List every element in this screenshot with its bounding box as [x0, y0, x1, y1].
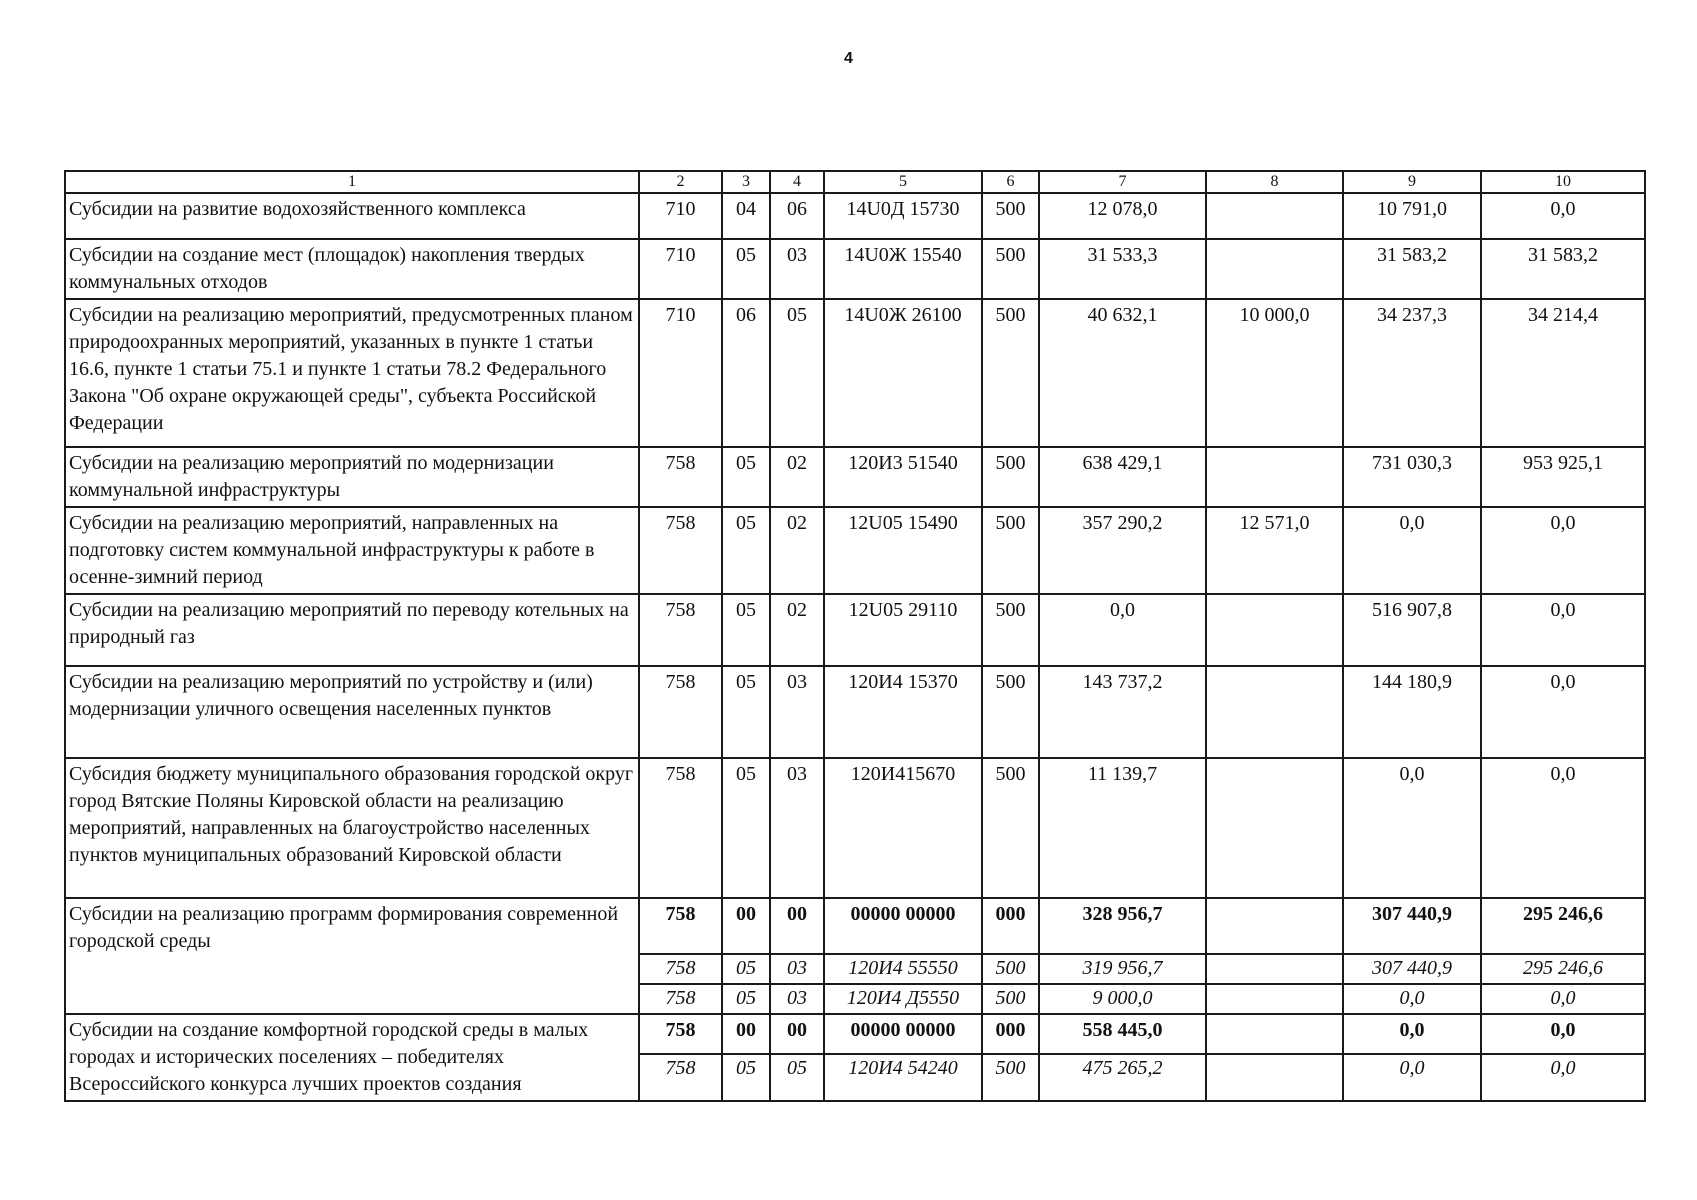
- cell-c8: [1206, 984, 1343, 1014]
- cell-c6: 500: [982, 193, 1039, 239]
- cell-c6: 500: [982, 594, 1039, 666]
- cell-c10: 295 246,6: [1481, 954, 1645, 984]
- cell-c10: 0,0: [1481, 666, 1645, 758]
- subsidy-name: Субсидии на реализацию мероприятий по устройству и (или) модернизации уличного освещения населенных пунктов: [65, 666, 639, 758]
- group-total-row: [65, 898, 1645, 954]
- cell-c3: 05: [722, 1054, 770, 1101]
- subsidy-name: Субсидии на развитие водохозяйственного комплекса: [65, 193, 639, 239]
- cell-c2: 758: [639, 507, 722, 594]
- cell-c8: [1206, 758, 1343, 898]
- table-row: [65, 193, 1645, 239]
- header-cell: 8: [1206, 171, 1343, 193]
- table-row: [65, 239, 1645, 299]
- cell-c2: 758: [639, 954, 722, 984]
- cell-c4: 06: [770, 193, 824, 239]
- cell-c4: 00: [770, 898, 824, 954]
- cell-c10: 953 925,1: [1481, 447, 1645, 507]
- cell-c3: 05: [722, 447, 770, 507]
- cell-c6: 500: [982, 507, 1039, 594]
- header-cell: 3: [722, 171, 770, 193]
- header-cell: 9: [1343, 171, 1481, 193]
- cell-c7: 31 533,3: [1039, 239, 1206, 299]
- cell-c5: 120И4 54240: [824, 1054, 982, 1101]
- cell-c10: 34 214,4: [1481, 299, 1645, 447]
- cell-c8: [1206, 447, 1343, 507]
- cell-c10: 0,0: [1481, 594, 1645, 666]
- cell-c8: [1206, 666, 1343, 758]
- cell-c9: 731 030,3: [1343, 447, 1481, 507]
- cell-c10: 0,0: [1481, 1054, 1645, 1101]
- cell-c4: 05: [770, 1054, 824, 1101]
- cell-c2: 758: [639, 594, 722, 666]
- cell-c3: 00: [722, 1014, 770, 1054]
- cell-c10: 31 583,2: [1481, 239, 1645, 299]
- cell-c3: 06: [722, 299, 770, 447]
- table-row: [65, 507, 1645, 594]
- cell-c10: 0,0: [1481, 984, 1645, 1014]
- cell-c2: 758: [639, 1054, 722, 1101]
- cell-c2: 758: [639, 984, 722, 1014]
- subsidy-name: Субсидия бюджету муниципального образования городской округ город Вятские Поляны Кировской области на реализацию мероприятий, направленных на благоустройство населенных пунктов муниципальных образований Кировской области: [65, 758, 639, 898]
- cell-c7: 475 265,2: [1039, 1054, 1206, 1101]
- cell-c8: [1206, 1054, 1343, 1101]
- cell-c6: 500: [982, 1054, 1039, 1101]
- cell-c6: 500: [982, 954, 1039, 984]
- cell-c2: 758: [639, 898, 722, 954]
- table-row: [65, 758, 1645, 898]
- cell-c2: 758: [639, 666, 722, 758]
- cell-c6: 500: [982, 239, 1039, 299]
- cell-c5: 120И4 Д5550: [824, 984, 982, 1014]
- cell-c4: 02: [770, 594, 824, 666]
- cell-c7: 638 429,1: [1039, 447, 1206, 507]
- cell-c9: 516 907,8: [1343, 594, 1481, 666]
- cell-c7: 319 956,7: [1039, 954, 1206, 984]
- cell-c7: 357 290,2: [1039, 507, 1206, 594]
- cell-c9: 0,0: [1343, 984, 1481, 1014]
- cell-c9: 10 791,0: [1343, 193, 1481, 239]
- subsidy-name: Субсидии на создание мест (площадок) накопления твердых коммунальных отходов: [65, 239, 639, 299]
- table-row: [65, 666, 1645, 758]
- cell-c6: 500: [982, 299, 1039, 447]
- cell-c3: 05: [722, 984, 770, 1014]
- cell-c4: 02: [770, 447, 824, 507]
- cell-c3: 00: [722, 898, 770, 954]
- cell-c9: 31 583,2: [1343, 239, 1481, 299]
- cell-c2: 758: [639, 1014, 722, 1054]
- cell-c2: 710: [639, 299, 722, 447]
- header-cell: 5: [824, 171, 982, 193]
- header-cell: 6: [982, 171, 1039, 193]
- cell-c5: 120И4 55550: [824, 954, 982, 984]
- cell-c10: 0,0: [1481, 193, 1645, 239]
- cell-c10: 295 246,6: [1481, 898, 1645, 954]
- subsidy-name: Субсидии на реализацию программ формирования современной городской среды: [65, 898, 639, 1014]
- cell-c4: 02: [770, 507, 824, 594]
- cell-c9: 307 440,9: [1343, 954, 1481, 984]
- cell-c5: 12U05 15490: [824, 507, 982, 594]
- cell-c3: 05: [722, 954, 770, 984]
- cell-c9: 0,0: [1343, 758, 1481, 898]
- table-row: [65, 447, 1645, 507]
- cell-c10: 0,0: [1481, 507, 1645, 594]
- table-row: [65, 299, 1645, 447]
- table-row: [65, 594, 1645, 666]
- cell-c3: 05: [722, 758, 770, 898]
- subsidy-name: Субсидии на создание комфортной городской среды в малых городах и исторических поселениях – победителях Всероссийского конкурса лучших проектов создания: [65, 1014, 639, 1101]
- cell-c8: 12 571,0: [1206, 507, 1343, 594]
- budget-table: [64, 170, 1646, 1102]
- cell-c9: 0,0: [1343, 1014, 1481, 1054]
- cell-c4: 05: [770, 299, 824, 447]
- cell-c5: 120И415670: [824, 758, 982, 898]
- cell-c3: 04: [722, 193, 770, 239]
- cell-c7: 9 000,0: [1039, 984, 1206, 1014]
- cell-c7: 328 956,7: [1039, 898, 1206, 954]
- cell-c4: 03: [770, 758, 824, 898]
- cell-c4: 03: [770, 239, 824, 299]
- header-cell: 1: [65, 171, 639, 193]
- header-cell: 10: [1481, 171, 1645, 193]
- cell-c6: 000: [982, 1014, 1039, 1054]
- cell-c6: 000: [982, 898, 1039, 954]
- subsidy-name: Субсидии на реализацию мероприятий по модернизации коммунальной инфраструктуры: [65, 447, 639, 507]
- subsidy-name: Субсидии на реализацию мероприятий, направленных на подготовку систем коммунальной инфраструктуры к работе в осенне-зимний период: [65, 507, 639, 594]
- group-total-row: [65, 1014, 1645, 1054]
- cell-c10: 0,0: [1481, 758, 1645, 898]
- cell-c5: 12U05 29110: [824, 594, 982, 666]
- cell-c2: 710: [639, 193, 722, 239]
- cell-c8: [1206, 898, 1343, 954]
- cell-c7: 0,0: [1039, 594, 1206, 666]
- subsidy-name: Субсидии на реализацию мероприятий по переводу котельных на природный газ: [65, 594, 639, 666]
- cell-c7: 40 632,1: [1039, 299, 1206, 447]
- cell-c3: 05: [722, 507, 770, 594]
- cell-c6: 500: [982, 758, 1039, 898]
- cell-c4: 00: [770, 1014, 824, 1054]
- subsidy-name: Субсидии на реализацию мероприятий, предусмотренных планом природоохранных мероприятий, указанных в пункте 1 статьи 16.6, пункте 1 статьи 75.1 и пункте 1 статьи 78.2 Федерального Закона "Об охране окружающей среды", субъекта Российской Федерации: [65, 299, 639, 447]
- cell-c9: 34 237,3: [1343, 299, 1481, 447]
- cell-c8: [1206, 954, 1343, 984]
- cell-c4: 03: [770, 666, 824, 758]
- cell-c8: [1206, 1014, 1343, 1054]
- cell-c3: 05: [722, 239, 770, 299]
- cell-c2: 710: [639, 239, 722, 299]
- cell-c2: 758: [639, 447, 722, 507]
- cell-c6: 500: [982, 447, 1039, 507]
- cell-c5: 120И4 15370: [824, 666, 982, 758]
- cell-c7: 11 139,7: [1039, 758, 1206, 898]
- cell-c5: 00000 00000: [824, 898, 982, 954]
- cell-c4: 03: [770, 954, 824, 984]
- cell-c5: 120И3 51540: [824, 447, 982, 507]
- cell-c9: 0,0: [1343, 507, 1481, 594]
- cell-c5: 14U0Ж 15540: [824, 239, 982, 299]
- header-cell: 7: [1039, 171, 1206, 193]
- cell-c7: 143 737,2: [1039, 666, 1206, 758]
- cell-c5: 14U0Д 15730: [824, 193, 982, 239]
- cell-c2: 758: [639, 758, 722, 898]
- cell-c10: 0,0: [1481, 1014, 1645, 1054]
- header-row: [65, 171, 1645, 193]
- cell-c8: [1206, 193, 1343, 239]
- header-cell: 4: [770, 171, 824, 193]
- cell-c3: 05: [722, 666, 770, 758]
- page-number: 4: [844, 50, 853, 67]
- cell-c4: 03: [770, 984, 824, 1014]
- cell-c8: [1206, 594, 1343, 666]
- header-cell: 2: [639, 171, 722, 193]
- cell-c6: 500: [982, 984, 1039, 1014]
- cell-c9: 0,0: [1343, 1054, 1481, 1101]
- cell-c9: 307 440,9: [1343, 898, 1481, 954]
- cell-c6: 500: [982, 666, 1039, 758]
- cell-c9: 144 180,9: [1343, 666, 1481, 758]
- cell-c3: 05: [722, 594, 770, 666]
- cell-c5: 14U0Ж 26100: [824, 299, 982, 447]
- cell-c8: [1206, 239, 1343, 299]
- cell-c5: 00000 00000: [824, 1014, 982, 1054]
- cell-c7: 12 078,0: [1039, 193, 1206, 239]
- cell-c8: 10 000,0: [1206, 299, 1343, 447]
- cell-c7: 558 445,0: [1039, 1014, 1206, 1054]
